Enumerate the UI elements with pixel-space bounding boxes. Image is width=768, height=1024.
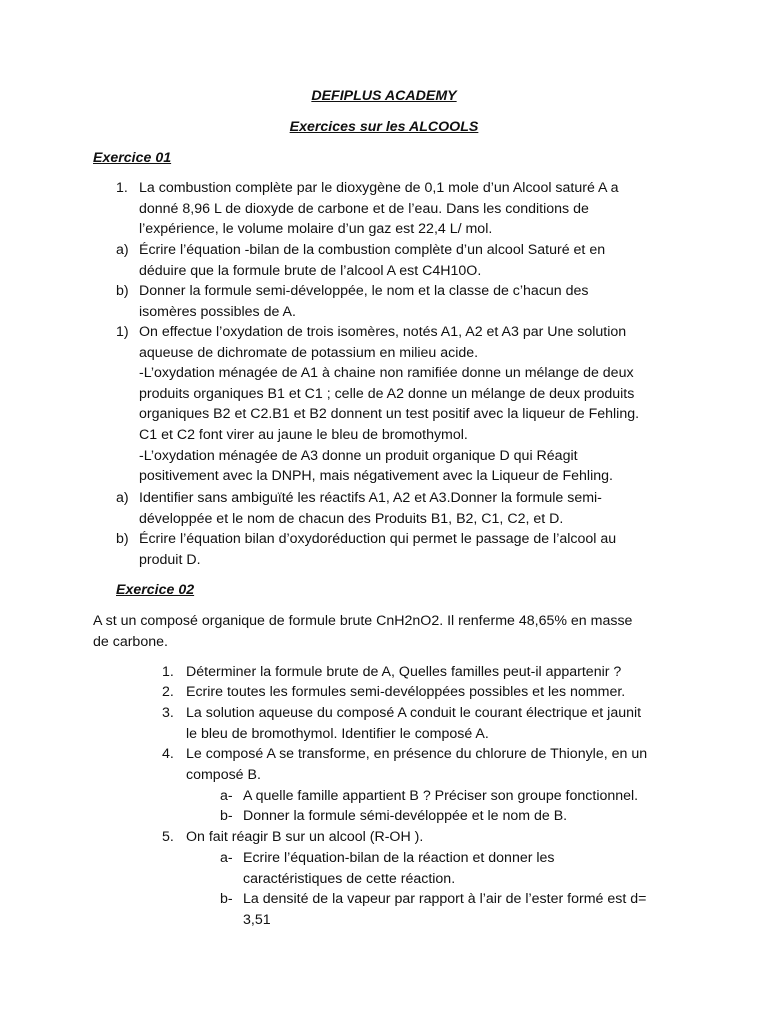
item-text xyxy=(243,786,682,807)
document-subtitle: Exercices sur les ALCOOLS xyxy=(289,119,479,135)
item-text xyxy=(139,240,676,281)
intro-line: de carbone. xyxy=(93,633,168,650)
item-line: A quelle famille appartient B ? Préciser son groupe fonctionnel. xyxy=(243,788,639,804)
item-line: l’expérience, le volume molaire d’un gaz est 22,4 L/ mol. xyxy=(139,221,493,238)
item-marker: a) xyxy=(116,242,129,258)
item-line: -L’oxydation ménagée de A1 à chaine non ramifiée donne un mélange de deux xyxy=(139,365,634,382)
item-line: caractéristiques de cette réaction. xyxy=(243,870,456,887)
item-line: On effectue l’oxydation de trois isomères, notés A1, A2 et A3 par Une solution xyxy=(139,324,627,340)
item-marker: b- xyxy=(220,808,233,824)
item-line: isomères possibles de A. xyxy=(139,303,296,320)
item-text xyxy=(243,806,682,827)
item-line: Déterminer la formule brute de A, Quelles familles peut-il appartenir ? xyxy=(186,664,622,680)
item-line: La solution aqueuse du composé A conduit le courant électrique et jaunit xyxy=(186,705,642,721)
item-line: Le composé A se transforme, en présence du chlorure de Thionyle, en un xyxy=(186,746,648,762)
item-line: Donner la formule sémi-devéloppée et le nom de B. xyxy=(243,808,568,824)
item-marker: 5. xyxy=(162,829,174,845)
exercise-1-heading: Exercice 01 xyxy=(93,150,172,166)
item-line: Écrire l’équation bilan d’oxydoréduction qui permet le passage de l’alcool au xyxy=(139,531,617,547)
item-marker: 2. xyxy=(162,684,174,700)
item-marker: 4. xyxy=(162,746,174,762)
item-text xyxy=(139,322,676,487)
item-text xyxy=(186,703,682,744)
intro-line: A st un composé organique de formule brute CnH2nO2. Il renferme 48,65% en masse xyxy=(93,613,633,629)
item-text xyxy=(186,682,682,703)
item-line: Identifier sans ambiguïté les réactifs A1, A2 et A3.Donner la formule semi- xyxy=(139,490,602,506)
item-text xyxy=(139,488,676,529)
item-marker: b- xyxy=(220,891,233,907)
item-marker: 1. xyxy=(116,180,128,196)
item-text xyxy=(139,178,676,240)
item-line: Donner la formule semi-développée, le nom et la classe de c’hacun des xyxy=(139,283,589,299)
item-line: La combustion complète par le dioxygène de 0,1 mole d’un Alcool saturé A a xyxy=(139,180,619,196)
item-marker: 3. xyxy=(162,705,174,721)
exercise-2-heading: Exercice 02 xyxy=(116,582,195,598)
item-text xyxy=(243,889,682,930)
item-marker: a) xyxy=(116,490,129,506)
item-text xyxy=(186,662,682,683)
item-text xyxy=(139,529,676,570)
item-line: Ecrire l’équation-bilan de la réaction et donner les xyxy=(243,850,555,866)
item-line: positivement avec la DNPH, mais négativement avec la Liqueur de Fehling. xyxy=(139,468,613,485)
exercise-2-intro xyxy=(93,611,632,652)
item-marker: a- xyxy=(220,850,233,866)
item-marker: a- xyxy=(220,788,233,804)
item-text xyxy=(186,744,682,785)
item-line: Ecrire toutes les formules semi-devéloppées possibles et les nommer. xyxy=(186,684,626,700)
item-line: -L’oxydation ménagée de A3 donne un produit organique D qui Réagit xyxy=(139,447,578,464)
item-marker: 1) xyxy=(116,324,129,340)
item-line: produits organiques B1 et C1 ; celle de A2 donne un mélange de deux produits xyxy=(139,385,635,402)
item-text xyxy=(243,848,682,889)
item-line: organiques B2 et C2.B1 et B2 donnent un test positif avec la liqueur de Fehling. xyxy=(139,406,640,423)
academy-title: DEFIPLUS ACADEMY xyxy=(311,88,457,104)
item-line: aqueuse de dichromate de potassium en milieu acide. xyxy=(139,344,479,361)
item-line: produit D. xyxy=(139,551,201,568)
item-line: développée et le nom de chacun des Produits B1, B2, C1, C2, et D. xyxy=(139,510,564,527)
item-line: donné 8,96 L de dioxyde de carbone et de l’eau. Dans les conditions de xyxy=(139,200,589,217)
item-marker: 1. xyxy=(162,664,174,680)
item-text xyxy=(186,827,682,848)
item-line: déduire que la formule brute de l’alcool A est C4H10O. xyxy=(139,262,482,279)
item-marker: b) xyxy=(116,531,129,547)
item-text xyxy=(139,281,676,322)
item-line: le bleu de bromothymol. Identifier le composé A. xyxy=(186,725,489,742)
item-line: composé B. xyxy=(186,766,261,783)
item-line: On fait réagir B sur un alcool (R-OH ). xyxy=(186,829,424,845)
item-marker: b) xyxy=(116,283,129,299)
item-line: 3,51 xyxy=(243,911,271,928)
item-line: Écrire l’équation -bilan de la combustion complète d’un alcool Saturé et en xyxy=(139,242,606,258)
item-line: C1 et C2 font virer au jaune le bleu de bromothymol. xyxy=(139,426,468,443)
item-line: La densité de la vapeur par rapport à l’air de l’ester formé est d= xyxy=(243,891,647,907)
